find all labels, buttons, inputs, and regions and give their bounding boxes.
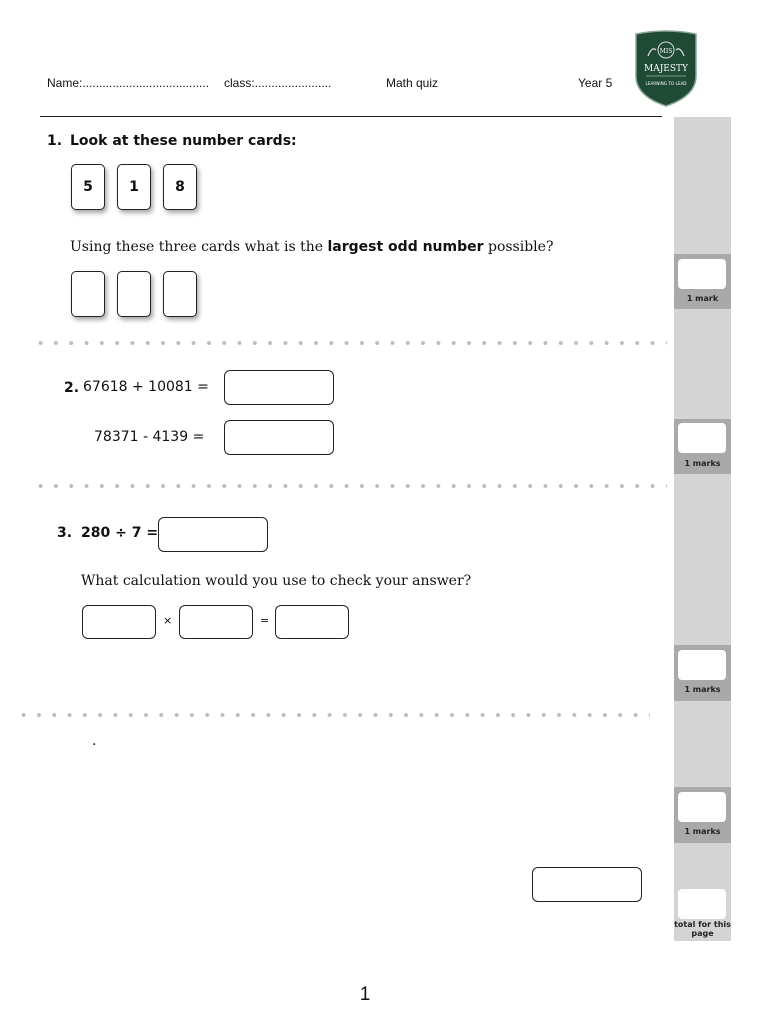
q3-prompt: What calculation would you use to check your answer? (81, 573, 472, 589)
q1-prompt-start: Using these three cards what is the (70, 239, 328, 255)
header-rule (40, 116, 662, 117)
q2-mark-box[interactable] (678, 423, 726, 453)
section-divider (16, 713, 650, 717)
q1-mark-box[interactable] (678, 259, 726, 289)
page-number: 1 (359, 984, 371, 1005)
q1-title: Look at these number cards: (70, 133, 297, 149)
number-card: 1 (117, 164, 151, 210)
q2-mark-label: 1 marks (684, 459, 721, 468)
answer-card[interactable] (71, 271, 105, 317)
name-field-label: Name:...................................... (47, 76, 210, 90)
equals-sign: = (260, 614, 270, 627)
q3-check-box-3[interactable] (275, 605, 349, 639)
q1-prompt-end: possible? (483, 239, 554, 255)
q4-answer-box[interactable] (532, 867, 642, 902)
q3-answer-box[interactable] (158, 517, 268, 552)
q2-equation-2: 78371 - 4139 = (94, 429, 205, 445)
q3-check-box-1[interactable] (82, 605, 156, 639)
q3-mark-box[interactable] (678, 650, 726, 680)
class-field-label: class:....................... (224, 76, 332, 90)
total-label: total for this page (674, 920, 731, 938)
subject-label: Math quiz (386, 76, 439, 90)
q4-text: . (92, 733, 97, 749)
times-sign: × (163, 614, 173, 627)
q4-mark-label: 1 marks (684, 827, 721, 836)
answer-card[interactable] (117, 271, 151, 317)
section-divider (33, 484, 667, 488)
answer-card[interactable] (163, 271, 197, 317)
q1-prompt (70, 239, 553, 255)
q3-expression: 280 ÷ 7 = (81, 525, 159, 541)
q3-number: 3. (57, 525, 73, 541)
number-card: 8 (163, 164, 197, 210)
q2-equation-1: 67618 + 10081 = (83, 379, 209, 395)
q2-answer-box-2[interactable] (224, 420, 334, 455)
total-mark-box[interactable] (678, 889, 726, 919)
year-label: Year 5 (578, 76, 613, 90)
number-card: 5 (71, 164, 105, 210)
section-divider (33, 341, 667, 345)
logo-crest-text: MIS (659, 48, 673, 55)
logo-name: MAJESTY (643, 64, 689, 74)
q1-prompt-emphasis: largest odd number (327, 239, 484, 255)
school-logo (632, 30, 700, 108)
q1-number: 1. (47, 133, 63, 149)
q4-mark-box[interactable] (678, 792, 726, 822)
q2-number: 2. (64, 380, 80, 396)
q1-mark-label: 1 mark (686, 294, 719, 303)
q2-answer-box-1[interactable] (224, 370, 334, 405)
q3-mark-label: 1 marks (684, 685, 721, 694)
q3-check-box-2[interactable] (179, 605, 253, 639)
logo-tagline: LEARNING TO LEAD (645, 81, 687, 86)
